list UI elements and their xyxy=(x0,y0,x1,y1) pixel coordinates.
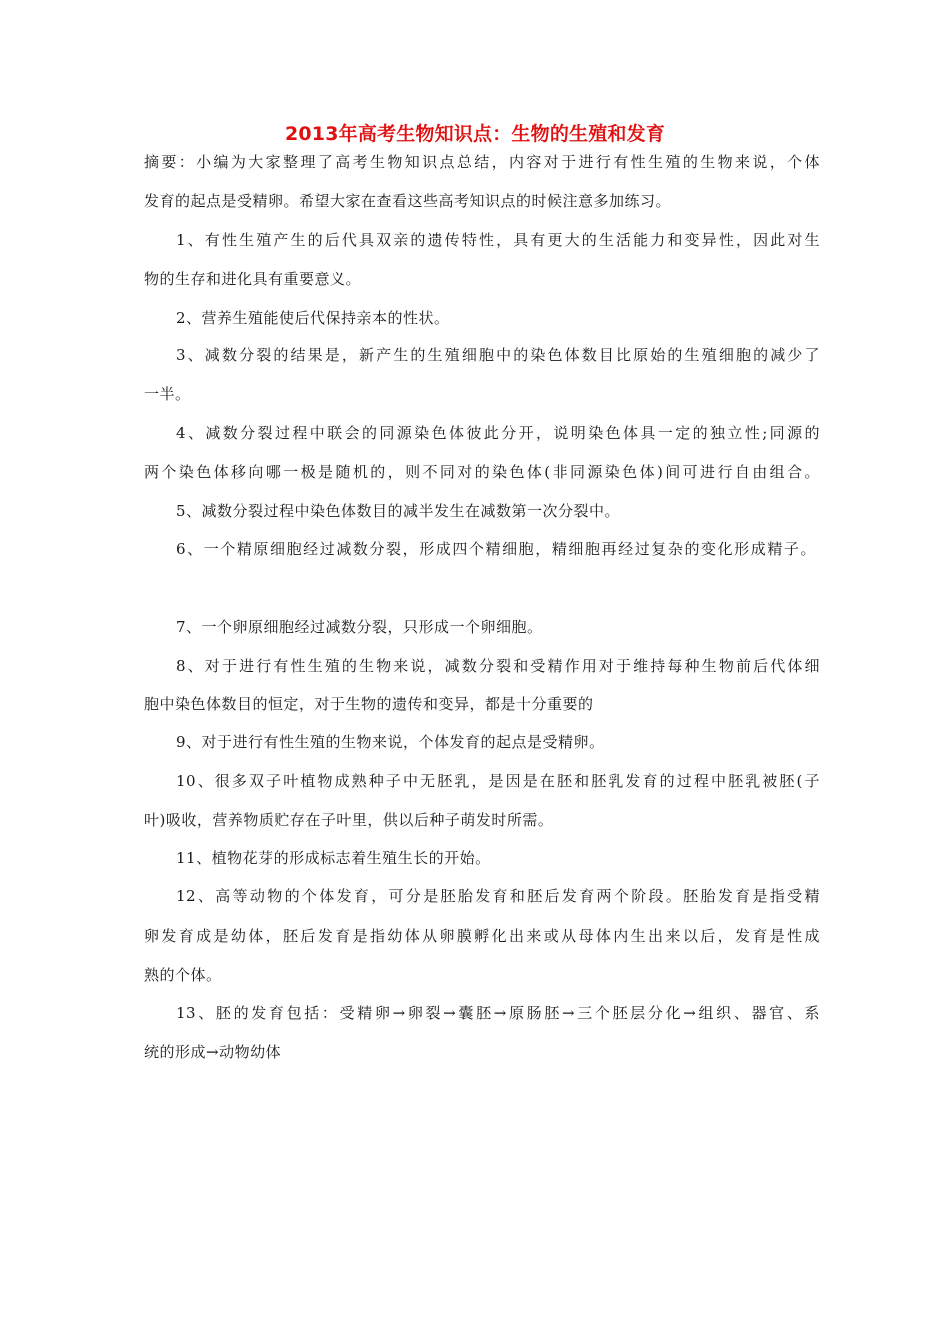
point-12-line-1: 12、高等动物的个体发育，可分是胚胎发育和胚后发育两个阶段。胚胎发育是指受精 xyxy=(176,887,820,905)
point-5: 5、减数分裂过程中染色体数目的减半发生在减数第一次分裂中。 xyxy=(176,502,621,520)
point-12-line-2: 卵发育成是幼体，胚后发育是指幼体从卵膜孵化出来或从母体内生出来以后，发育是性成 xyxy=(144,927,820,945)
point-1-line-2: 物的生存和进化具有重要意义。 xyxy=(144,270,362,288)
document-title: 2013年高考生物知识点：生物的生殖和发育 xyxy=(284,123,666,145)
point-12-line-3: 熟的个体。 xyxy=(144,966,222,984)
point-6: 6、一个精原细胞经过减数分裂，形成四个精细胞，精细胞再经过复杂的变化形成精子。 xyxy=(176,540,816,558)
point-7: 7、一个卵原细胞经过减数分裂，只形成一个卵细胞。 xyxy=(176,618,543,636)
point-9: 9、对于进行有性生殖的生物来说，个体发育的起点是受精卵。 xyxy=(176,733,605,751)
point-2: 2、营养生殖能使后代保持亲本的性状。 xyxy=(176,309,450,327)
point-1-line-1: 1、有性生殖产生的后代具双亲的遗传特性，具有更大的生活能力和变异性，因此对生 xyxy=(176,231,820,249)
point-8-line-1: 8、对于进行有性生殖的生物来说，减数分裂和受精作用对于维持每种生物前后代体细 xyxy=(176,657,820,675)
point-10-line-1: 10、很多双子叶植物成熟种子中无胚乳，是因是在胚和胚乳发育的过程中胚乳被胚(子 xyxy=(176,772,820,790)
point-3-line-1: 3、减数分裂的结果是，新产生的生殖细胞中的染色体数目比原始的生殖细胞的减少了 xyxy=(176,346,820,364)
point-13-line-2: 统的形成→动物幼体 xyxy=(144,1043,282,1061)
summary-line-1: 摘要：小编为大家整理了高考生物知识点总结，内容对于进行有性生殖的生物来说，个体 xyxy=(144,153,820,171)
point-3-line-2: 一半。 xyxy=(144,385,191,403)
point-10-line-2: 叶)吸收，营养物质贮存在子叶里，供以后种子萌发时所需。 xyxy=(144,811,554,829)
summary-line-2: 发育的起点是受精卵。希望大家在查看这些高考知识点的时候注意多加练习。 xyxy=(144,192,672,210)
point-8-line-2: 胞中染色体数目的恒定，对于生物的遗传和变异，都是十分重要的 xyxy=(144,695,594,713)
point-4-line-1: 4、减数分裂过程中联会的同源染色体彼此分开，说明染色体具一定的独立性;同源的 xyxy=(176,424,820,442)
point-13-line-1: 13、胚的发育包括：受精卵→卵裂→囊胚→原肠胚→三个胚层分化→组织、器官、系 xyxy=(176,1004,820,1022)
point-11: 11、植物花芽的形成标志着生殖生长的开始。 xyxy=(176,849,491,867)
point-4-line-2: 两个染色体移向哪一极是随机的，则不同对的染色体(非同源染色体)间可进行自由组合。 xyxy=(144,463,820,481)
